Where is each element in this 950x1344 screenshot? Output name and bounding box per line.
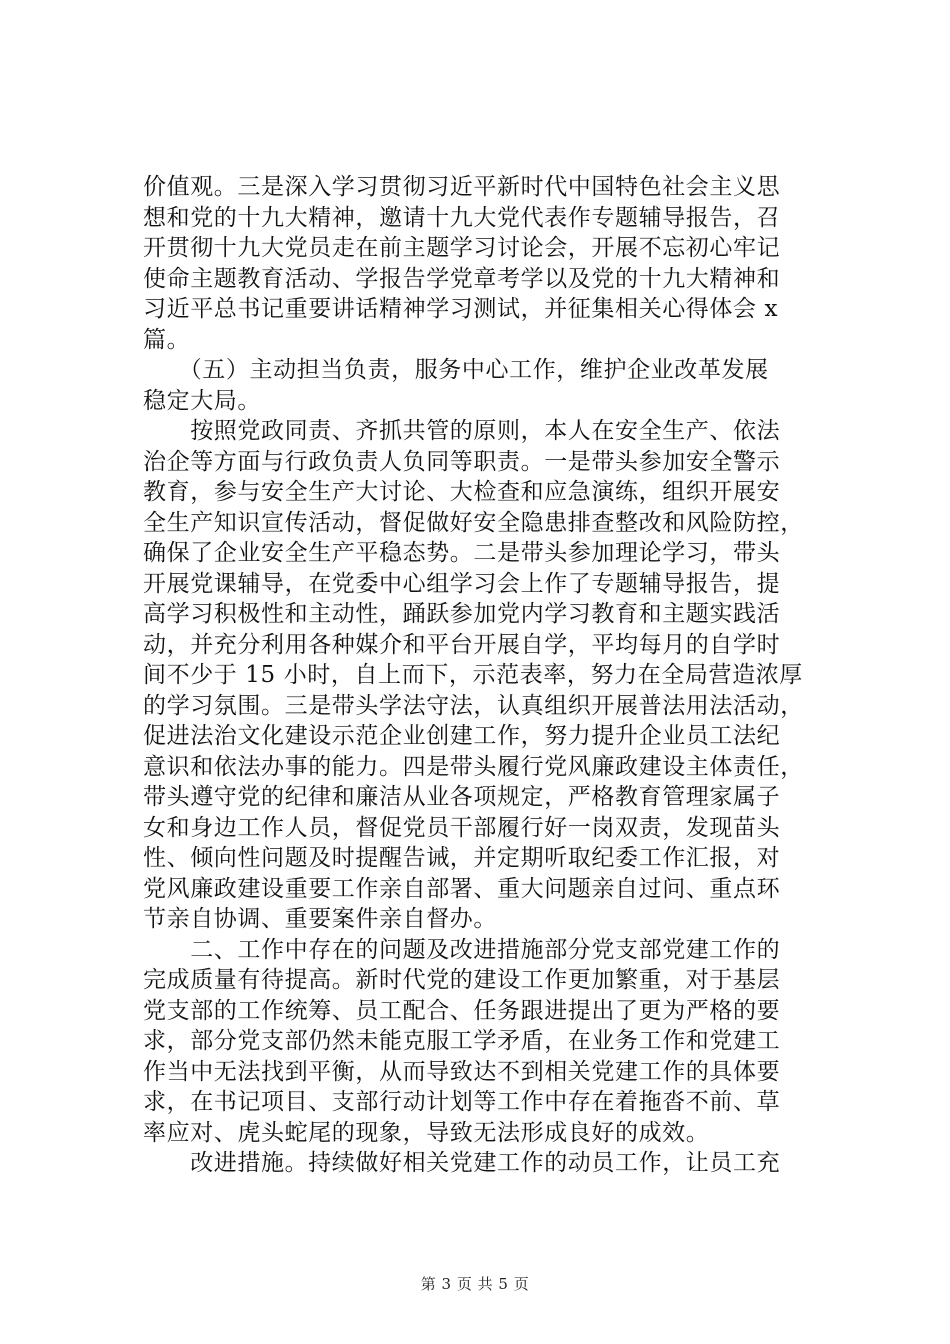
text-line: 高学习积极性和主动性，踊跃参加党内学习教育和主题实践活 [143,601,781,627]
text-line: 教育，参与安全生产大讨论、大检查和应急演练，组织开展安 [143,479,781,505]
text-line: 全生产知识宣传活动，督促做好安全隐患排查整改和风险防控， [143,509,804,536]
text-line: 使命主题教育活动、学报告学党章考学以及党的十九大精神和 [143,265,781,292]
text-line: 按照党政同责、齐抓共管的原则，本人在安全生产、依法 [143,418,781,444]
text-line: 求，部分党支部仍然未能克服工学矛盾，在业务工作和党建工 [143,1028,781,1054]
text-line: 节亲自协调、重要案件亲自督办。 [143,906,497,932]
text-line: （五）主动担当负责，服务中心工作，维护企业改革发展 [143,357,769,383]
text-line: 求，在书记项目、支部行动计划等工作中存在着拖沓不前、草 [143,1089,781,1115]
text-line: 党支部的工作统筹、员工配合、任务跟进提出了更为严格的要 [143,997,781,1024]
text-line: 女和身边工作人员，督促党员干部履行好一岗双责，发现苗头 [143,814,781,841]
text-line: 促进法治文化建设示范企业创建工作，努力提升企业员工法纪 [143,723,781,749]
text-line: 开贯彻十九大党员走在前主题学习讨论会，开展不忘初心牢记 [143,235,781,261]
page-footer: 第 3 页 共 5 页 [420,1275,530,1293]
document-body [143,172,815,1179]
text-line: 的学习氛围。三是带头学法守法，认真组织开展普法用法活动， [143,692,804,719]
text-line: 习近平总书记重要讲话精神学习测试，并征集相关心得体会 x [143,296,779,322]
text-line: 治企等方面与行政负责人负同等职责。一是带头参加安全警示 [143,448,781,475]
text-line: 性、倾向性问题及时提醒告诫，并定期听取纪委工作汇报，对 [143,845,781,871]
text-line: 想和党的十九大精神，邀请十九大党代表作专题辅导报告，召 [143,204,781,231]
text-line: 价值观。三是深入学习贯彻习近平新时代中国特色社会主义思 [143,174,781,200]
text-line: 带头遵守党的纪律和廉洁从业各项规定，严格教育管理家属子 [143,784,781,810]
text-line: 党风廉政建设重要工作亲自部署、重大问题亲自过问、重点环 [143,875,781,902]
text-line: 二、工作中存在的问题及改进措施部分党支部党建工作的 [143,936,781,963]
text-line: 改进措施。持续做好相关党建工作的动员工作，让员工充 [143,1150,781,1176]
text-line: 率应对、虎头蛇尾的现象，导致无法形成良好的成效。 [143,1119,710,1146]
text-line: 稳定大局。 [143,387,261,414]
text-line: 间不少于 15 小时，自上而下，示范表率，努力在全局营造浓厚 [143,662,803,688]
text-line: 篇。 [143,326,191,353]
text-line: 完成质量有待提高。新时代党的建设工作更加繁重，对于基层 [143,967,781,993]
text-line: 作当中无法找到平衡，从而导致达不到相关党建工作的具体要 [143,1058,781,1085]
text-line: 开展党课辅导，在党委中心组学习会上作了专题辅导报告，提 [143,570,781,597]
text-line: 确保了企业安全生产平稳态势。二是带头参加理论学习，带头 [143,540,781,566]
text-line: 动，并充分利用各种媒介和平台开展自学，平均每月的自学时 [143,631,781,658]
text-line: 意识和依法办事的能力。四是带头履行党风廉政建设主体责任， [143,753,804,780]
